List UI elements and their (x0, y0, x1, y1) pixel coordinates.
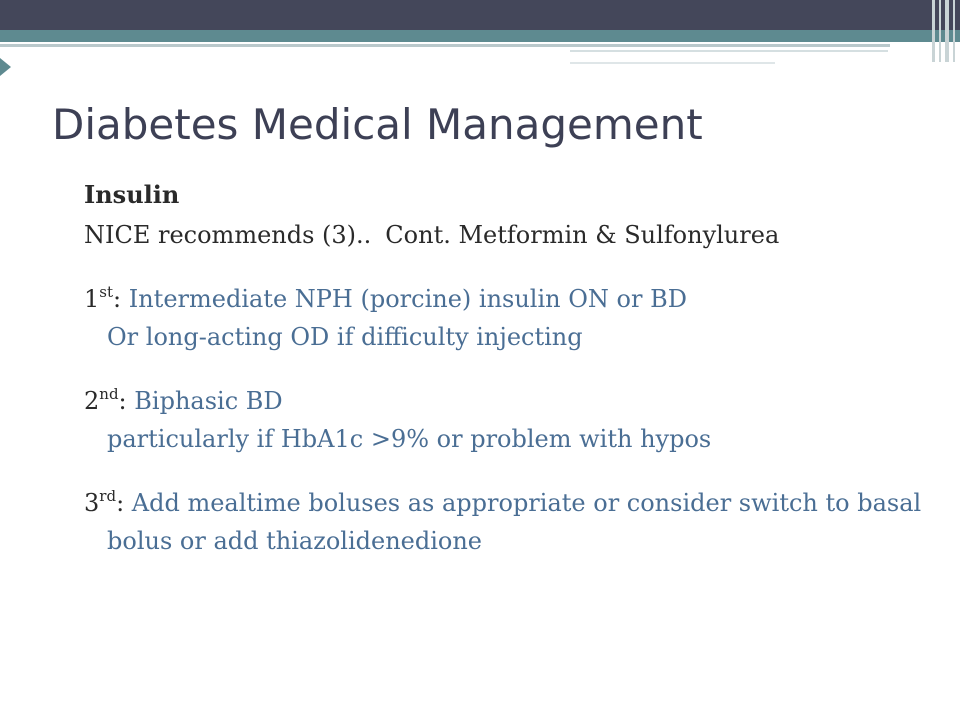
step-suffix: nd (99, 385, 119, 403)
step-number: 1 (84, 285, 100, 313)
step-colon: : (116, 489, 132, 517)
step-colon: : (113, 285, 129, 313)
step-3 (84, 484, 944, 560)
decorative-line (570, 50, 888, 52)
step-text: Add mealtime boluses as appropriate or consider switch to basal bolus or add thiazolidenedione (107, 489, 922, 555)
step-colon: : (118, 387, 135, 415)
step-text: Biphasic BD (134, 387, 283, 415)
decorative-line (0, 44, 890, 47)
accent-bar (0, 30, 960, 42)
step-suffix: st (99, 283, 114, 301)
step-2 (84, 382, 944, 420)
step-number: 2 (84, 387, 100, 415)
edge-stripes (930, 0, 960, 62)
nice-line (84, 216, 944, 254)
step-2-sub: particularly if HbA1c >9% or problem with hypos (107, 425, 712, 453)
decorative-line (570, 62, 775, 64)
nice-intro: NICE recommends (3).. (84, 221, 372, 249)
step-number: 3 (84, 489, 100, 517)
section-heading: Insulin (84, 180, 180, 209)
step-suffix: rd (99, 487, 117, 505)
slide-content (84, 176, 944, 560)
nice-continue: Cont. Metformin & Sulfonylurea (385, 221, 780, 249)
header-bar (0, 0, 960, 30)
slide-marker (0, 58, 11, 76)
step-1 (84, 280, 944, 318)
step-text: Intermediate NPH (porcine) insulin ON or BD (128, 285, 687, 313)
slide-title: Diabetes Medical Management (52, 100, 703, 149)
step-1-sub: Or long-acting OD if difficulty injecting (107, 323, 583, 351)
